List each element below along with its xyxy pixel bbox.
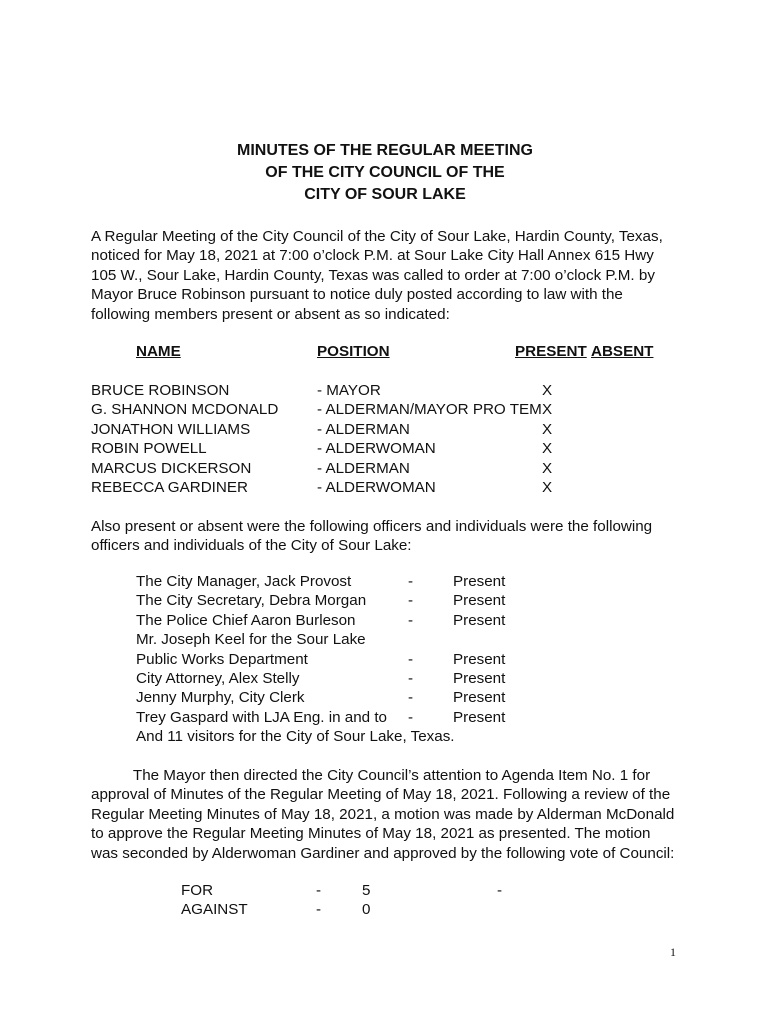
title-line: OF THE CITY COUNCIL OF THE: [265, 164, 505, 181]
title-line: MINUTES OF THE REGULAR MEETING: [237, 142, 533, 159]
member-row: [91, 440, 671, 459]
column-header-absent: ABSENT: [591, 343, 654, 360]
paragraph-line: The Mayor then directed the City Council’s attention to Agenda Item No. 1 for: [91, 767, 651, 784]
officers-list: [136, 573, 536, 748]
member-row: [91, 421, 671, 440]
officer-name: Public Works Department: [136, 650, 308, 668]
attendance-mark: X: [542, 440, 553, 458]
officer-status: Present: [453, 669, 506, 687]
officer-name: Jenny Murphy, City Clerk: [136, 689, 305, 707]
paragraph-line: 105 W., Sour Lake, Hardin County, Texas was called to order at 7:00 o’clock P.M. by: [91, 266, 655, 284]
page-number: 1: [670, 945, 676, 959]
attendance-mark: X: [542, 382, 553, 399]
officer-status: Present: [453, 611, 506, 629]
officer-status: Present: [453, 650, 506, 668]
officers-intro-paragraph: [91, 517, 681, 556]
member-position: - ALDERMAN: [317, 420, 410, 438]
vote-row: [181, 901, 521, 920]
paragraph-line: was seconded by Alderwoman Gardiner and approved by the following vote of Council:: [91, 844, 675, 862]
officer-name: City Attorney, Alex Stelly: [136, 669, 300, 687]
intro-paragraph: [91, 227, 681, 324]
member-position: - ALDERWOMAN: [317, 440, 436, 458]
vote-tally: [181, 882, 521, 921]
member-attendance-list: [91, 382, 671, 498]
officer-name: And 11 visitors for the City of Sour Lake, Texas.: [136, 728, 455, 746]
officer-row: [136, 709, 536, 728]
officer-status: Present: [453, 573, 506, 590]
vote-label: FOR: [181, 882, 214, 899]
member-name: G. SHANNON MCDONALD: [91, 401, 279, 419]
member-position: - ALDERMAN/MAYOR PRO TEM: [317, 401, 542, 419]
officer-row: [136, 651, 536, 670]
column-header-position: POSITION: [317, 343, 390, 360]
officer-status: Present: [453, 708, 506, 726]
officer-name: The City Manager, Jack Provost: [136, 573, 352, 590]
member-name: MARCUS DICKERSON: [91, 459, 252, 477]
officer-row: [136, 592, 536, 611]
officer-row: [136, 728, 536, 747]
vote-row: [181, 882, 521, 901]
paragraph-line: officers and individuals of the City of Sour Lake:: [91, 537, 412, 555]
officer-dash: -: [408, 708, 414, 726]
attendance-mark: X: [542, 459, 553, 477]
paragraph-line: approval of Minutes of the Regular Meeting of May 18, 2021. Following a review of the: [91, 786, 671, 804]
column-header-present: PRESENT: [515, 343, 587, 360]
member-name: JONATHON WILLIAMS: [91, 420, 251, 438]
column-header-name: NAME: [136, 343, 181, 360]
vote-count: 0: [362, 901, 371, 919]
paragraph-line: A Regular Meeting of the City Council of the City of Sour Lake, Hardin County, Texas,: [91, 228, 663, 245]
vote-extra: -: [497, 882, 503, 899]
vote-dash: -: [316, 901, 322, 919]
officer-dash: -: [408, 669, 414, 687]
officer-status: Present: [453, 689, 506, 707]
officer-row: [136, 631, 536, 650]
officer-dash: -: [408, 573, 414, 590]
paragraph-line: Regular Meeting Minutes of May 18, 2021, a motion was made by Alderman McDonald: [91, 805, 675, 823]
member-row: [91, 479, 671, 498]
paragraph-line: to approve the Regular Meeting Minutes of May 18, 2021 as presented. The motion: [91, 825, 651, 843]
paragraph-line: Mayor Bruce Robinson pursuant to notice duly posted according to law with the: [91, 286, 623, 304]
document-title: [0, 140, 770, 206]
member-name: REBECCA GARDINER: [91, 478, 248, 496]
officer-dash: -: [408, 650, 414, 668]
paragraph-line: noticed for May 18, 2021 at 7:00 o’clock P.M. at Sour Lake City Hall Annex 615 Hwy: [91, 247, 654, 265]
vote-count: 5: [362, 882, 371, 899]
member-row: [91, 460, 671, 479]
officer-status: Present: [453, 592, 506, 610]
member-name: ROBIN POWELL: [91, 440, 207, 458]
officer-name: Mr. Joseph Keel for the Sour Lake: [136, 631, 366, 649]
attendance-mark: X: [542, 401, 553, 419]
officer-name: The City Secretary, Debra Morgan: [136, 592, 367, 610]
paragraph-line: Also present or absent were the following officers and individuals were the following: [91, 518, 653, 535]
title-line: CITY OF SOUR LAKE: [304, 186, 466, 203]
attendance-mark: X: [542, 420, 553, 438]
officer-row: [136, 670, 536, 689]
member-position: - MAYOR: [317, 382, 381, 399]
officer-dash: -: [408, 592, 414, 610]
vote-label: AGAINST: [181, 901, 248, 919]
attendance-mark: X: [542, 478, 553, 496]
officer-name: Trey Gaspard with LJA Eng. in and to: [136, 708, 388, 726]
officer-row: [136, 612, 536, 631]
officer-row: [136, 573, 536, 592]
vote-dash: -: [316, 882, 322, 899]
member-position: - ALDERWOMAN: [317, 478, 436, 496]
member-position: - ALDERMAN: [317, 459, 410, 477]
member-row: [91, 401, 671, 420]
member-name: BRUCE ROBINSON: [91, 382, 230, 399]
officer-dash: -: [408, 611, 414, 629]
officer-name: The Police Chief Aaron Burleson: [136, 611, 356, 629]
agenda-item-paragraph: [91, 766, 681, 863]
officer-dash: -: [408, 689, 414, 707]
member-row: [91, 382, 671, 401]
paragraph-line: following members present or absent as so indicated:: [91, 305, 450, 323]
officer-row: [136, 689, 536, 708]
